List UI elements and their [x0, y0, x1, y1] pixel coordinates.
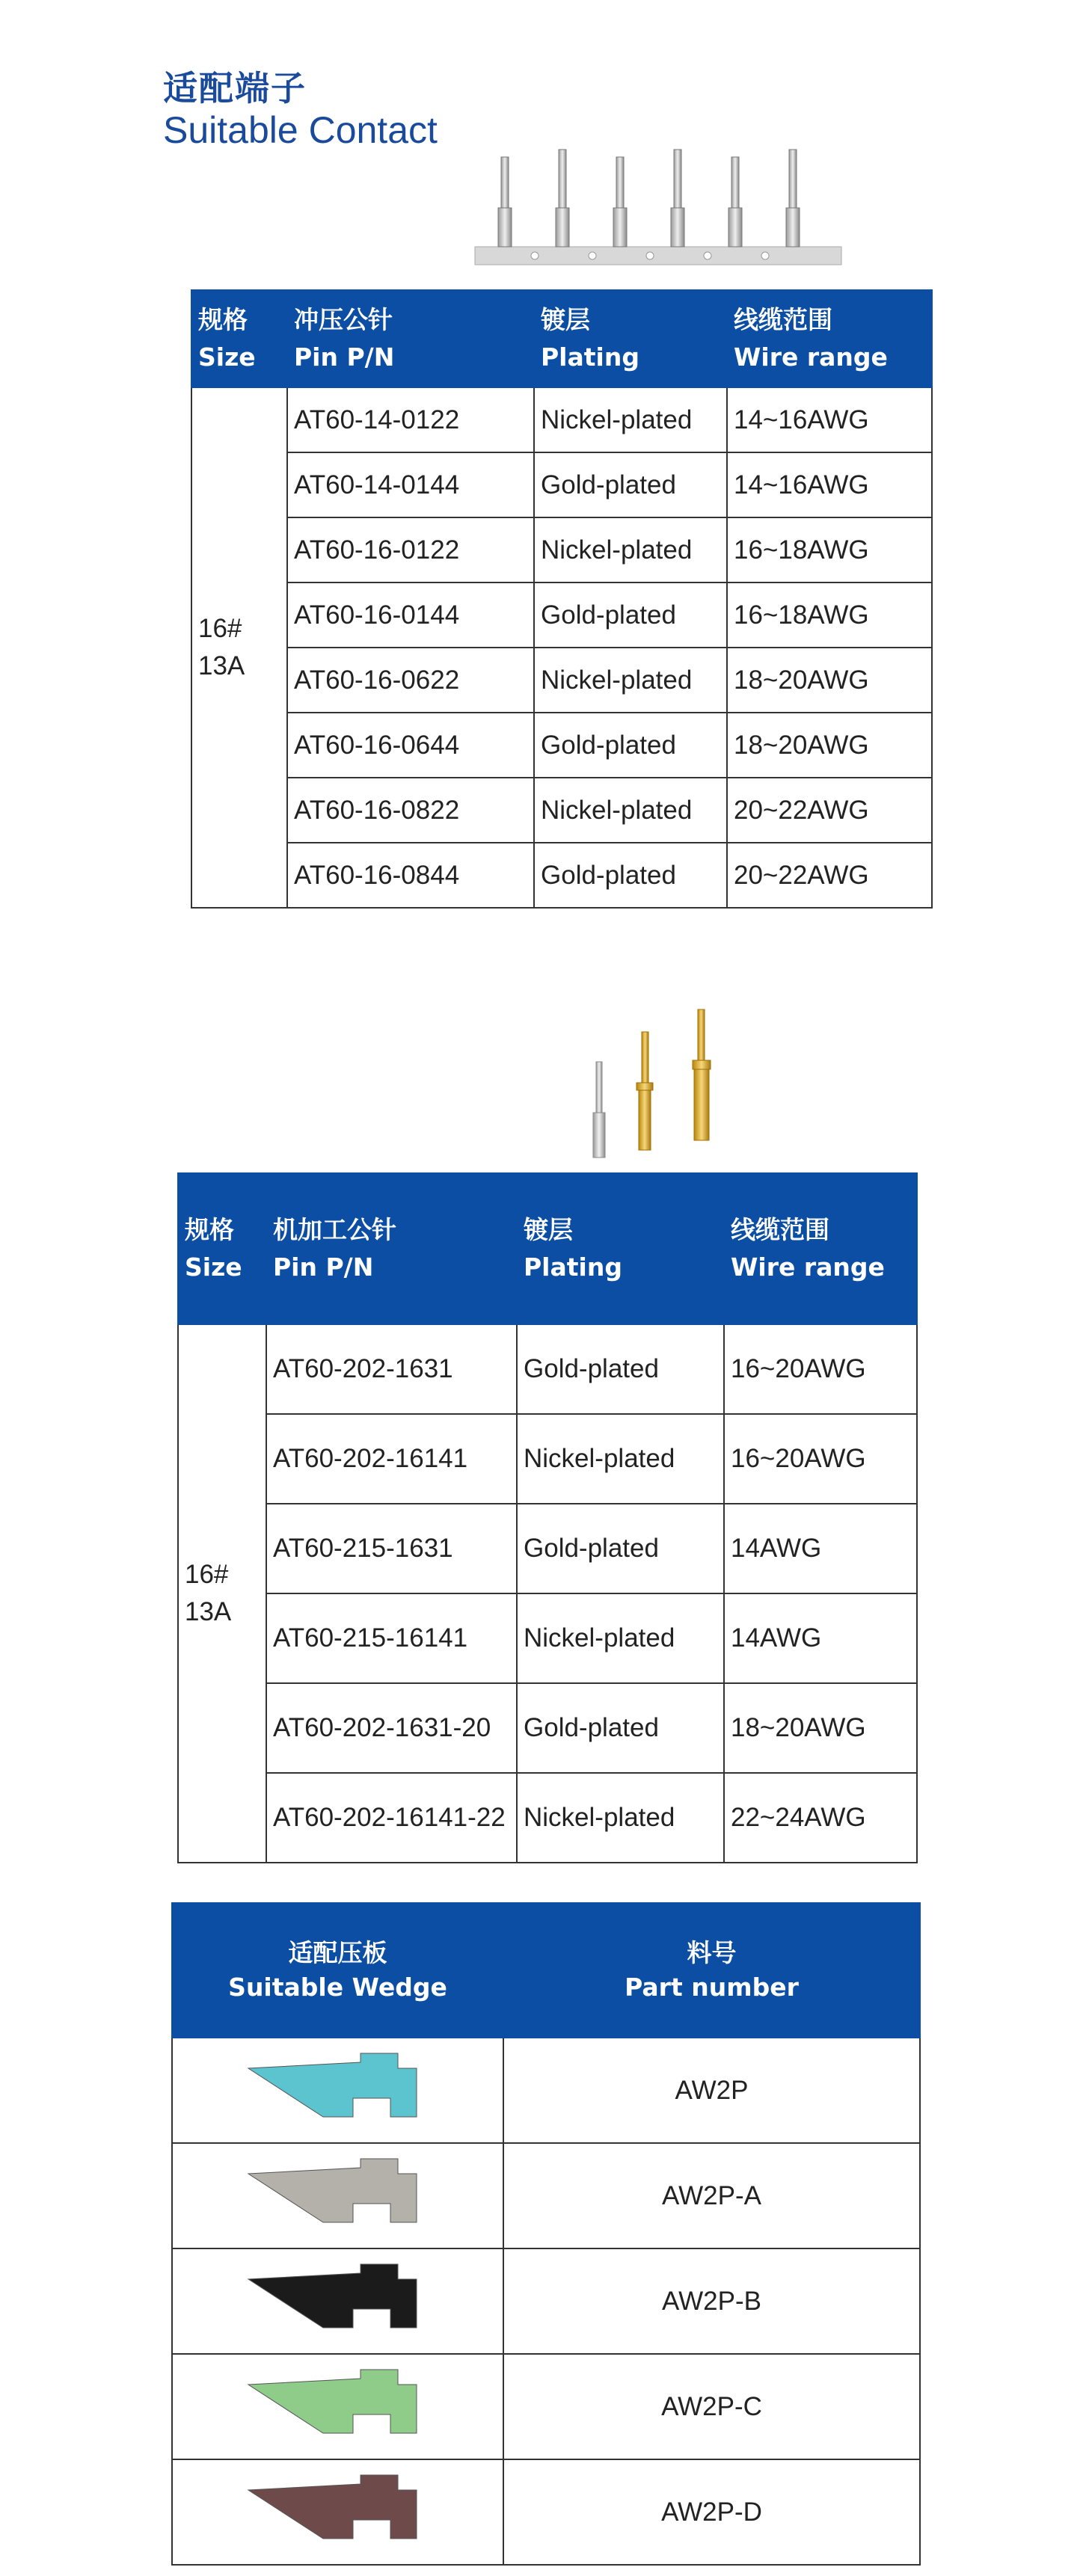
- plating-cell: Nickel-plated: [517, 1773, 724, 1863]
- plating-cell: Nickel-plated: [534, 778, 727, 843]
- plating-cell: Nickel-plated: [534, 648, 727, 713]
- table-row: [172, 2038, 920, 2143]
- part-number-cell: AW2P-D: [503, 2459, 920, 2565]
- wedge-image-cell: [172, 2038, 503, 2143]
- header-pin-pn: 冲压公针 Pin P/N: [287, 290, 534, 387]
- header-size: 规格 Size: [191, 290, 287, 387]
- pin-pn-cell: AT60-202-16141-22: [266, 1773, 517, 1863]
- part-number-cell: AW2P-C: [503, 2354, 920, 2459]
- pin-pn-cell: AT60-16-0144: [287, 582, 534, 648]
- wire-range-cell: 16~18AWG: [727, 517, 932, 582]
- plating-cell: Nickel-plated: [534, 387, 727, 452]
- wire-range-cell: 20~22AWG: [727, 843, 932, 908]
- wedge-table: [171, 1902, 921, 2566]
- section-title-en: Suitable Contact: [163, 109, 438, 151]
- table-row: [172, 2143, 920, 2248]
- table-row: [178, 1414, 917, 1504]
- header-wedge: 适配压板 Suitable Wedge: [172, 1903, 503, 2038]
- table-header-row: [191, 290, 932, 387]
- table-row: [191, 452, 932, 517]
- wedge-image: [241, 2046, 435, 2128]
- wedge-image: [241, 2257, 435, 2339]
- plating-cell: Gold-plated: [517, 1504, 724, 1593]
- wire-range-cell: 14AWG: [724, 1504, 917, 1593]
- table-row: [191, 843, 932, 908]
- plating-cell: Gold-plated: [534, 452, 727, 517]
- pin-pn-cell: AT60-202-1631: [266, 1324, 517, 1414]
- section-title-cn: 适配端子: [163, 68, 307, 108]
- part-number-cell: AW2P: [503, 2038, 920, 2143]
- table-row: [191, 517, 932, 582]
- wedge-image-cell: [172, 2248, 503, 2354]
- pin-pn-cell: AT60-202-16141: [266, 1414, 517, 1504]
- wedge-image: [241, 2468, 435, 2550]
- pin-pn-cell: AT60-202-1631-20: [266, 1683, 517, 1773]
- table-row: [191, 648, 932, 713]
- plating-cell: Gold-plated: [534, 843, 727, 908]
- wire-range-cell: 14AWG: [724, 1593, 917, 1683]
- part-number-cell: AW2P-A: [503, 2143, 920, 2248]
- plating-cell: Nickel-plated: [517, 1593, 724, 1683]
- table-row: [178, 1504, 917, 1593]
- pin-pn-cell: AT60-215-16141: [266, 1593, 517, 1683]
- wire-range-cell: 16~20AWG: [724, 1324, 917, 1414]
- table-row: [191, 387, 932, 452]
- header-plating: 镀层 Plating: [534, 290, 727, 387]
- wire-range-cell: 14~16AWG: [727, 452, 932, 517]
- plating-cell: Gold-plated: [534, 582, 727, 648]
- plating-cell: Nickel-plated: [517, 1414, 724, 1504]
- machined-pin-table: [177, 1172, 918, 1863]
- table-header-row: [172, 1903, 920, 2038]
- part-number-cell: AW2P-B: [503, 2248, 920, 2354]
- pin-pn-cell: AT60-16-0622: [287, 648, 534, 713]
- plating-cell: Gold-plated: [534, 713, 727, 778]
- wedge-image: [241, 2362, 435, 2444]
- wire-range-cell: 18~20AWG: [724, 1683, 917, 1773]
- machined-pins-image: [583, 1002, 725, 1166]
- size-cell: 16# 13A: [178, 1324, 266, 1863]
- table-row: [172, 2248, 920, 2354]
- header-wire-range: 线缆范围 Wire range: [724, 1173, 917, 1324]
- header-pin-pn: 机加工公针 Pin P/N: [266, 1173, 517, 1324]
- pin-pn-cell: AT60-215-1631: [266, 1504, 517, 1593]
- wire-range-cell: 16~18AWG: [727, 582, 932, 648]
- plating-cell: Gold-plated: [517, 1683, 724, 1773]
- header-wire-range: 线缆范围 Wire range: [727, 290, 932, 387]
- table-row: [178, 1593, 917, 1683]
- table-row: [191, 778, 932, 843]
- pin-pn-cell: AT60-16-0644: [287, 713, 534, 778]
- size-cell: 16# 13A: [191, 387, 287, 908]
- wedge-image: [241, 2151, 435, 2234]
- wire-range-cell: 14~16AWG: [727, 387, 932, 452]
- table-row: [178, 1773, 917, 1863]
- header-size: 规格 Size: [178, 1173, 266, 1324]
- table-row: [178, 1683, 917, 1773]
- table-row: [191, 713, 932, 778]
- wire-range-cell: 22~24AWG: [724, 1773, 917, 1863]
- wedge-image-cell: [172, 2354, 503, 2459]
- stamped-pin-table: [191, 289, 933, 909]
- wire-range-cell: 18~20AWG: [727, 713, 932, 778]
- stamped-pin-strip-image: [471, 142, 845, 277]
- wedge-image-cell: [172, 2143, 503, 2248]
- pin-pn-cell: AT60-14-0144: [287, 452, 534, 517]
- pin-pn-cell: AT60-14-0122: [287, 387, 534, 452]
- table-row: [191, 582, 932, 648]
- pin-pn-cell: AT60-16-0822: [287, 778, 534, 843]
- wire-range-cell: 16~20AWG: [724, 1414, 917, 1504]
- table-row: [178, 1324, 917, 1414]
- plating-cell: Gold-plated: [517, 1324, 724, 1414]
- table-row: [172, 2459, 920, 2565]
- wire-range-cell: 18~20AWG: [727, 648, 932, 713]
- wire-range-cell: 20~22AWG: [727, 778, 932, 843]
- pin-pn-cell: AT60-16-0844: [287, 843, 534, 908]
- table-header-row: [178, 1173, 917, 1324]
- table-row: [172, 2354, 920, 2459]
- header-plating: 镀层 Plating: [517, 1173, 724, 1324]
- plating-cell: Nickel-plated: [534, 517, 727, 582]
- header-part-number: 料号 Part number: [503, 1903, 920, 2038]
- wedge-image-cell: [172, 2459, 503, 2565]
- pin-pn-cell: AT60-16-0122: [287, 517, 534, 582]
